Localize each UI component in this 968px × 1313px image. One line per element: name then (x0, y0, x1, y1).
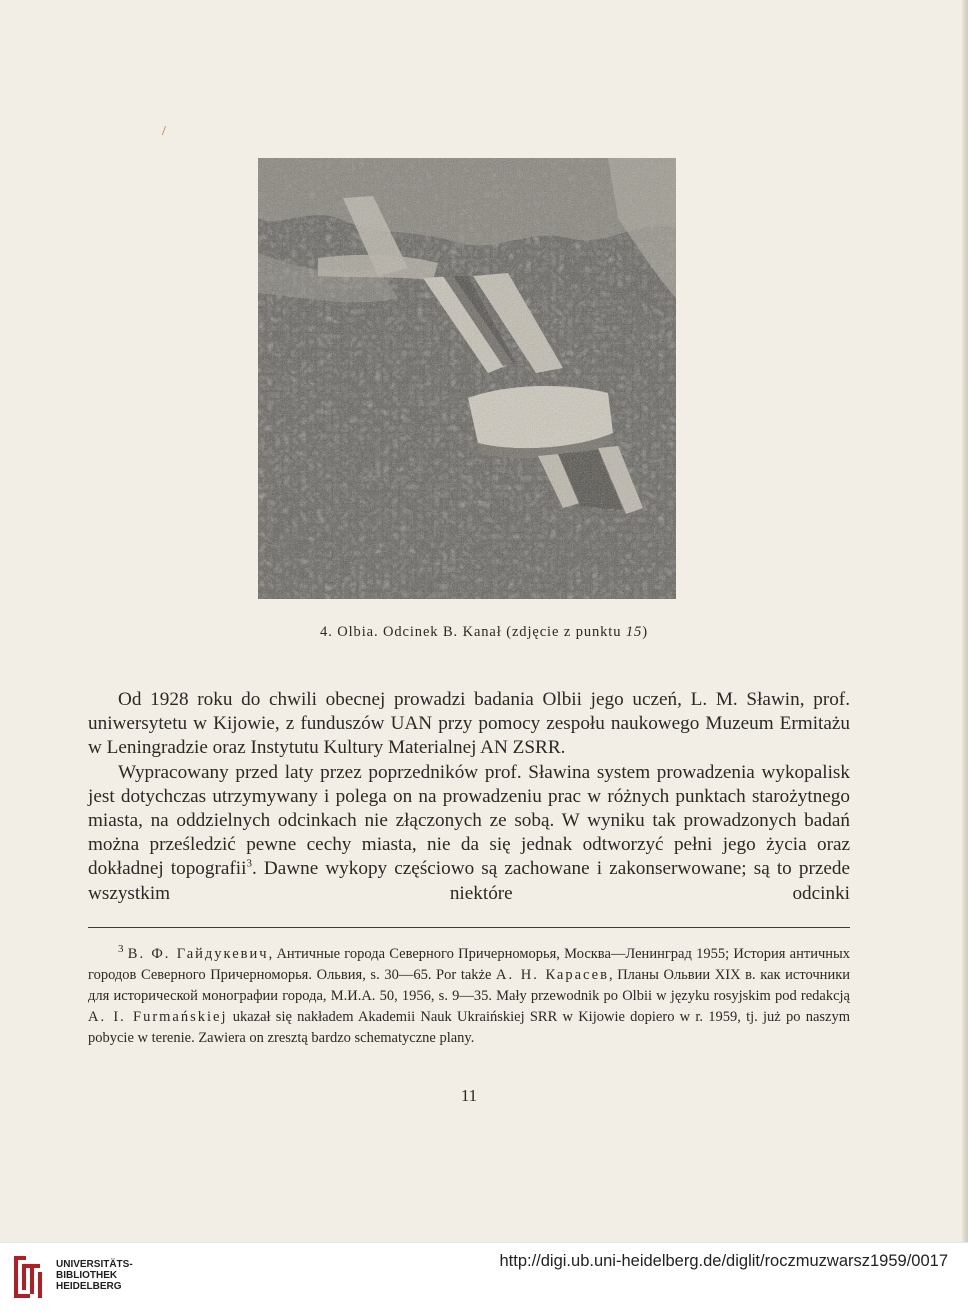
library-logo-icon[interactable] (10, 1252, 46, 1302)
footnote-separator (88, 927, 850, 928)
footnote-ref[interactable]: 3 (246, 858, 252, 871)
figure-caption: 4. Olbia. Odcinek B. Kanał (zdjęcie z punktu 15) (320, 624, 648, 640)
figure-photo (258, 158, 676, 599)
page-number: 11 (460, 1086, 478, 1105)
caption-point-number: 15 (625, 624, 643, 640)
pencil-mark: / (162, 124, 166, 139)
footnote-3: $^3$ В. Ф. Гайдукевич, Античные города Северного Причерноморья, Москва—Ленинград 1955; История античных городов Северного Причерноморья. Ольвия, s. 30—65. Por także А. Н. Карасев, Планы Ольвии XIX в. как источники для исторической монографии города, М.И.А. 50, 1956, s. 9—35. Mały przewodnik po Olbii w języku rosyjskim pod redakcją A. I. Furmańskiej ukazał się nakładem Akademii Nauk Ukraińskiej SRR w Kijowie dopiero w r. 1959, tj. już po naszym pobycie w terenie. Zawiera on zresztą bardzo schematyczne plany. (88, 943, 851, 1046)
body-text (88, 688, 850, 906)
excavation-photo-image (258, 158, 676, 599)
source-url[interactable]: http://digi.ub.uni-heidelberg.de/diglit/roczmuzwarsz1959/0017 (499, 1252, 948, 1270)
paragraph-1: Od 1928 roku do chwili obecnej prowadzi badania Olbii jego uczeń, L. M. Sławin, prof. uniwersytetu w Kijowie, z funduszów UAN przy pomocy zespołu naukowego Muzeum Ermitażu w Leningradzie oraz Instytutu Kultury Materialnej AN ZSRR. (88, 689, 850, 759)
page-edge-shadow (962, 0, 968, 1242)
library-name: UNIVERSITÄTS- BIBLIOTHEK HEIDELBERG (56, 1259, 133, 1292)
paragraph-2: Wypracowany przed laty przez poprzedników prof. Sławina system prowadzenia wykopalisk jest dotychczas utrzymywany i polega on na prowadzeniu prac w różnych punktach starożytnego miasta, na oddzielnych odcinkach nie złączonych ze sobą. W wyniku tak prowadzonych badań można prześledzić pewne cechy miasta, nie da się jednak odtworzyć pełni jego życia oraz dokładnej topografii$^3$. Dawne wykopy częściowo są zachowane i zakonserwowane; są to przede wszystkim niektóre odcinki (88, 761, 851, 904)
library-footer (0, 1242, 968, 1313)
